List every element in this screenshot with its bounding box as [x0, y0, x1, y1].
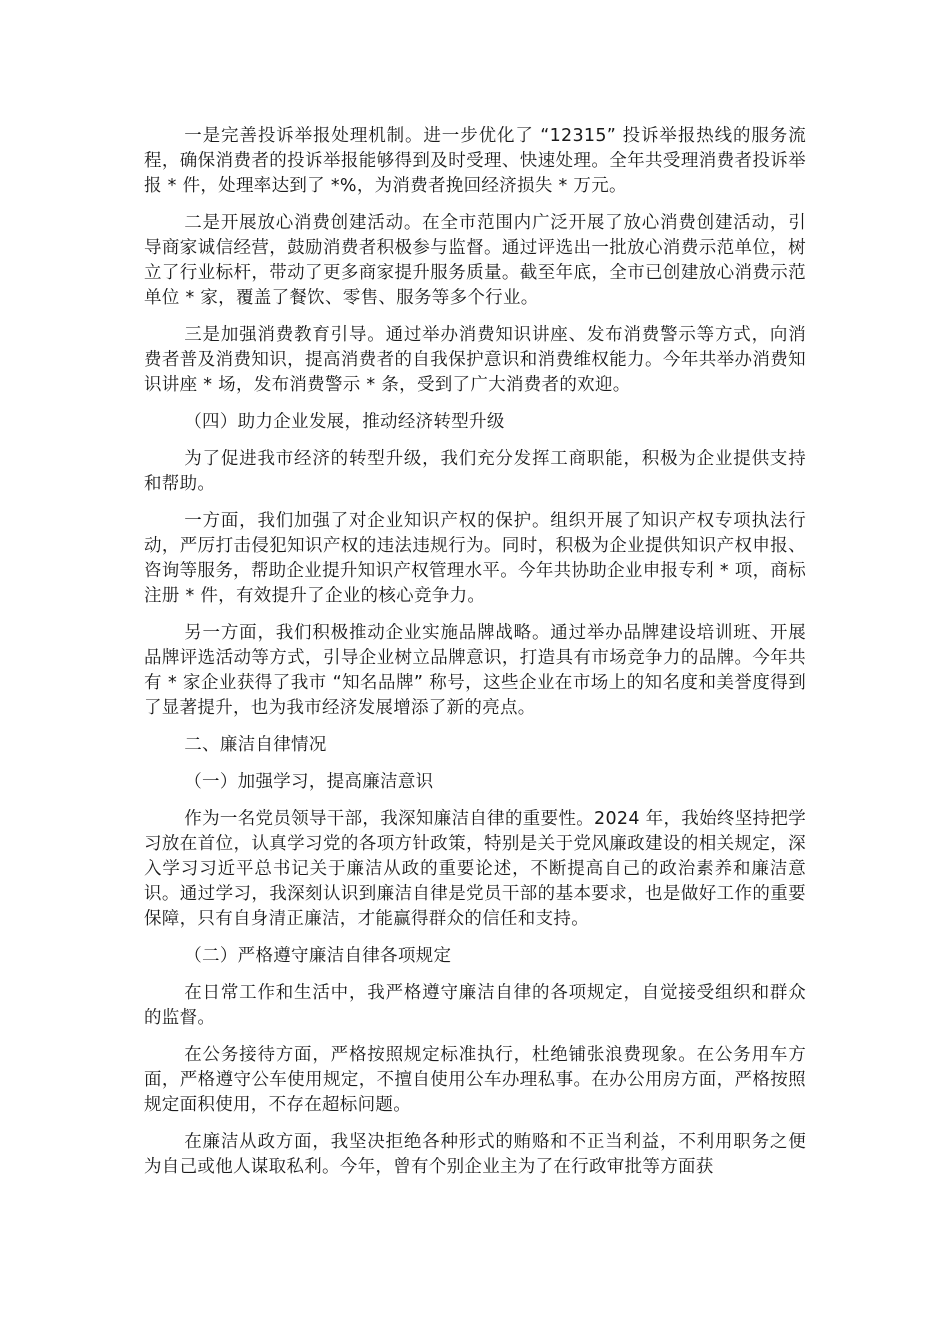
paragraph-enterprise-intro: 为了促进我市经济的转型升级，我们充分发挥工商职能，积极为企业提供支持和帮助。	[144, 449, 806, 494]
paragraph-ip-protection: 一方面，我们加强了对企业知识产权的保护。组织开展了知识产权专项执法行动，严厉打击侵犯知识产权的违法违规行为。同时，积极为企业提供知识产权申报、咨询等服务，帮助企业提升知识产权管理水平。今年共协助企业申报专利 * 项，商标注册 * 件，有效提升了企业的核心竞争力。	[144, 511, 806, 606]
paragraph-clean-governance: 在廉洁从政方面，我坚决拒绝各种形式的贿赂和不正当利益，不利用职务之便为自己或他人谋取私利。今年，曾有个别企业主为了在行政审批等方面获	[144, 1132, 806, 1177]
heading-subsection-2: （二）严格遵守廉洁自律各项规定	[184, 946, 452, 966]
heading-subsection-1: （一）加强学习，提高廉洁意识	[184, 772, 434, 792]
paragraph-official-reception: 在公务接待方面，严格按照规定标准执行，杜绝铺张浪费现象。在公务用车方面，严格遵守公车使用规定，不擅自使用公车办理私事。在办公用房方面，严格按照规定面积使用，不存在超标问题。	[144, 1045, 806, 1115]
paragraph-complaint-handling: 一是完善投诉举报处理机制。进一步优化了 “12315” 投诉举报热线的服务流程，确保消费者的投诉举报能够得到及时受理、快速处理。全年共受理消费者投诉举报 * 件，处理率达到了 *%，为消费者挽回经济损失 * 万元。	[144, 126, 806, 196]
paragraph-comply-rules: 在日常工作和生活中，我严格遵守廉洁自律的各项规定，自觉接受组织和群众的监督。	[144, 983, 806, 1028]
heading-part-2: 二、廉洁自律情况	[184, 735, 327, 755]
paragraph-consumer-education: 三是加强消费教育引导。通过举办消费知识讲座、发布消费警示等方式，向消费者普及消费知识，提高消费者的自我保护意识和消费维权能力。今年共举办消费知识讲座 * 场，发布消费警示 * 条，受到了广大消费者的欢迎。	[144, 325, 806, 395]
paragraph-study: 作为一名党员领导干部，我深知廉洁自律的重要性。2024 年，我始终坚持把学习放在首位，认真学习党的各项方针政策，特别是关于党风廉政建设的相关规定，深入学习习近平总书记关于廉洁从政的重要论述，不断提高自己的政治素养和廉洁意识。通过学习，我深刻认识到廉洁自律是党员干部的基本要求，也是做好工作的重要保障，只有自身清正廉洁，才能赢得群众的信任和支持。	[144, 809, 806, 929]
heading-section-4: （四）助力企业发展，推动经济转型升级	[184, 412, 505, 432]
paragraph-brand-strategy: 另一方面，我们积极推动企业实施品牌战略。通过举办品牌建设培训班、开展品牌评选活动等方式，引导企业树立品牌意识，打造具有市场竞争力的品牌。今年共有 * 家企业获得了我市 “知名品牌” 称号，这些企业在市场上的知名度和美誉度得到了显著提升，也为我市经济发展增添了新的亮点。	[144, 623, 806, 718]
paragraph-safe-consumption: 二是开展放心消费创建活动。在全市范围内广泛开展了放心消费创建活动，引导商家诚信经营，鼓励消费者积极参与监督。通过评选出一批放心消费示范单位，树立了行业标杆，带动了更多商家提升服务质量。截至年底，全市已创建放心消费示范单位 * 家，覆盖了餐饮、零售、服务等多个行业。	[144, 213, 806, 308]
document-page	[144, 124, 806, 1192]
